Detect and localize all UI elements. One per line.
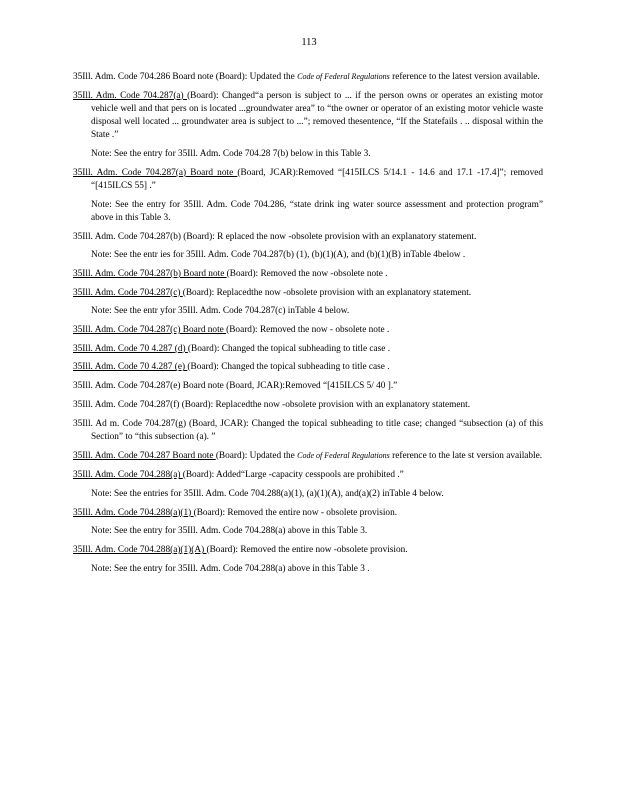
entry-text: Note: See the entry for 35Ill. Adm. Code 704.288(a) above in this Table 3 . — [91, 563, 370, 574]
entry-text: (Board): Changed“a person is subject to ... if the person owns or operates an existing motor vehicle well and that pers on is located ...groundwater area” to “the owner or operator of an existing motor vehicle waste disposal well located ... groundwater area is subject to ...”; removed thesentence, “If the Statefails . .. disposal within the State .” — [91, 90, 543, 141]
table-note — [91, 488, 543, 501]
table-entry — [73, 231, 543, 244]
entry-citation: 35Ill. Adm. Code 704.287(a) Board note — [73, 167, 238, 178]
entry-text: Note: See the entry for 35Ill. Adm. Code 704.288(a) above in this Table 3. — [91, 526, 368, 537]
table-entry — [73, 361, 543, 374]
entry-text: (Board): Removed the now - obsolete note . — [226, 325, 390, 336]
table-note — [91, 305, 543, 318]
table-entry — [73, 343, 543, 356]
entry-text: 35Ill. Adm. Code 704.287(e) Board note (Board, JCAR):Removed “[415ILCS 5/ 40 ].” — [73, 381, 398, 392]
entry-text: Note: See the entry for 35Ill. Adm. Code 704.286, “state drink ing water source assessment and protection program” above in this Table 3. — [91, 199, 543, 223]
table-note — [91, 563, 543, 576]
entry-text: Note: See the entr yfor 35Ill. Adm. Code 704.287(c) inTable 4 below. — [91, 306, 350, 317]
entry-text: (Board): Removed the entire now -obsolete provision. — [206, 544, 408, 555]
entry-text: 35Ill. Ad m. Code 704.287(g) (Board, JCAR): Changed the topical subheading to title case; changed “subsection (a) of this Section” to “this subsection (a). ” — [73, 418, 543, 442]
table-entry — [73, 544, 543, 557]
table-entry — [73, 507, 543, 520]
entry-text: (Board): Changed the topical subheading to title case . — [187, 343, 391, 354]
entry-citation: 35Ill. Adm. Code 704.287(a) — [73, 90, 188, 101]
entry-text: (Board): Replacedthe now -obsolete provision with an explanatory statement. — [182, 287, 472, 298]
entry-citation: 35Ill. Adm. Code 704.288(a)(1) — [73, 507, 194, 518]
table-entry — [73, 324, 543, 337]
entry-text-after: reference to the latest version available. — [389, 72, 540, 82]
entry-citation: 35Ill. Adm. Code 70 4.287 (d) — [73, 343, 188, 354]
entry-text: (Board): Removed the now -obsolete note . — [226, 268, 388, 279]
table-note — [91, 249, 543, 262]
table-entry — [73, 418, 543, 444]
entry-text: (Board): Added“Large -capacity cesspools are prohibited .” — [182, 470, 404, 481]
entry-citation: 35Ill. Adm. Code 704.288(a) — [73, 470, 183, 481]
entry-citation: 35Ill. Adm. Code 70 4.287 (e) — [73, 362, 188, 373]
entry-text: (Board): Removed the entire now - obsolete provision. — [193, 507, 398, 518]
table-entry — [73, 380, 543, 393]
entry-italic: Code of Federal Regulations — [297, 451, 390, 461]
entry-text: 35Ill. Adm. Code 704.287(f) (Board): Replacedthe now -obsolete provision with an explanatory statement. — [73, 399, 471, 410]
document-body — [73, 70, 543, 581]
entry-text: Note: See the entries for 35Ill. Adm. Code 704.288(a)(1), (a)(1)(A), and(a)(2) inTable 4 below. — [91, 488, 444, 499]
table-entry — [73, 469, 543, 482]
table-entry — [73, 449, 543, 463]
entry-citation: 35Ill. Adm. Code 704.288(a)(1)(A) — [73, 544, 207, 555]
entry-text-after: reference to the late st version available. — [389, 451, 543, 462]
table-note — [91, 199, 543, 225]
entry-text: (Board, JCAR):Removed “[415ILCS 5/14.1 - 14.6 and 17.1 -17.4]”; removed “[415ILCS 55] .” — [91, 167, 543, 191]
entry-citation: 35Ill. Adm. Code 704.287(c) Board note — [73, 325, 227, 336]
table-entry — [73, 268, 543, 281]
entry-citation: 35Ill. Adm. Code 704.287 Board note — [73, 451, 216, 462]
entry-citation: 35Ill. Adm. Code 704.287(b) Board note — [73, 268, 227, 279]
table-entry — [73, 70, 543, 84]
page-number: 113 — [301, 37, 317, 48]
entry-citation: 35Ill. Adm. Code 704.287(c) — [73, 287, 183, 298]
table-entry — [73, 399, 543, 412]
entry-text: (Board): Updated the — [215, 451, 298, 462]
entry-text: 35Ill. Adm. Code 704.286 Board note (Board): Updated the — [73, 72, 298, 82]
entry-text: (Board): Changed the topical subheading to title case . — [187, 362, 390, 373]
entry-text: 35Ill. Adm. Code 704.287(b) (Board): R eplaced the now -obsolete provision with an explanatory statement. — [73, 231, 477, 242]
table-entry — [73, 167, 543, 193]
entry-text: Note: See the entry for 35Ill. Adm. Code 704.28 7(b) below in this Table 3. — [91, 149, 371, 160]
table-entry — [73, 90, 543, 143]
entry-italic: Code of Federal Regulations — [297, 72, 390, 81]
entry-text: Note: See the entr ies for 35Ill. Adm. Code 704.287(b) (1), (b)(1)(A), and (b)(1)(B) inTable 4below . — [91, 250, 466, 261]
table-entry — [73, 287, 543, 300]
table-note — [91, 148, 543, 161]
table-note — [91, 525, 543, 538]
